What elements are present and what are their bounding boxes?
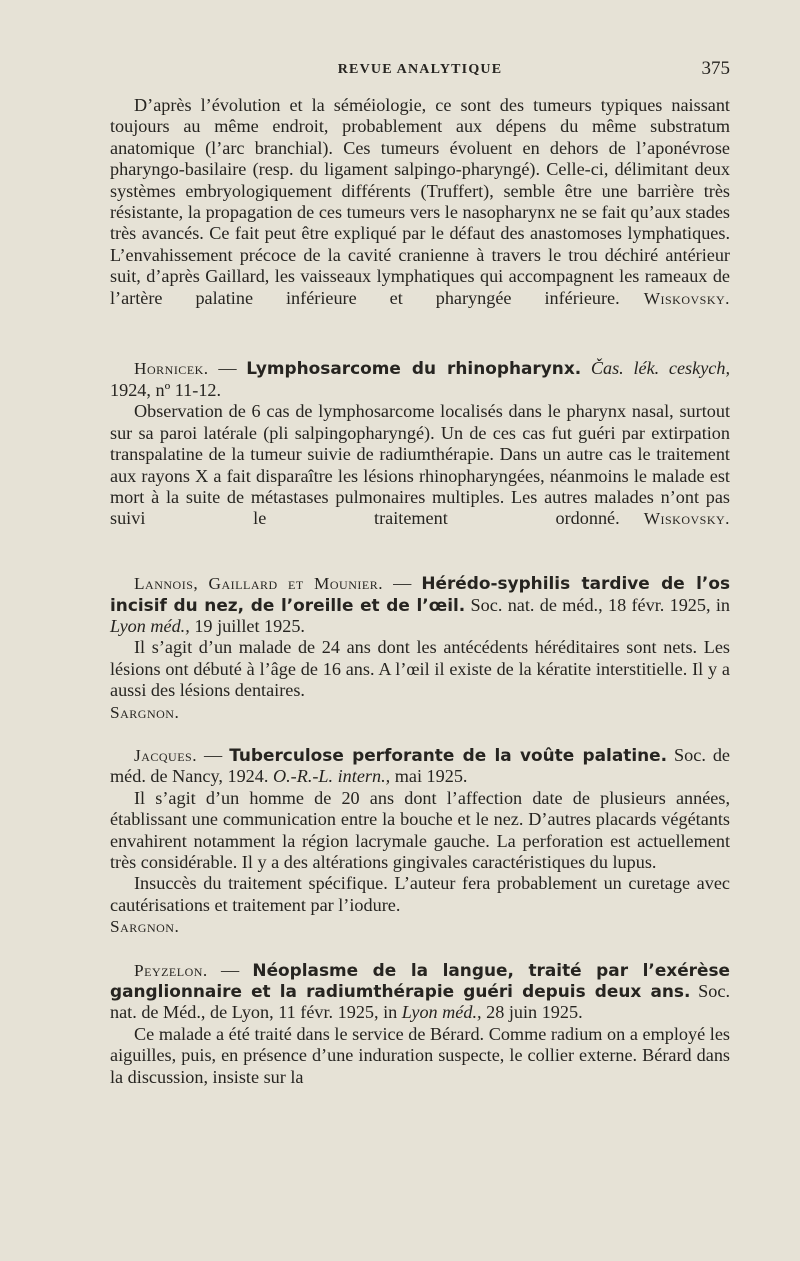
entry-abstract	[110, 401, 730, 551]
intro-paragraph	[110, 95, 730, 330]
entry-title: Tuberculose perforante de la voûte palatine.	[229, 744, 668, 765]
running-title: REVUE ANALYTIQUE	[337, 62, 503, 77]
entry-citation	[110, 960, 730, 1024]
entry-authors: Hornicek.	[134, 359, 209, 379]
entry-source-after: 28 juin 1925.	[481, 1002, 583, 1023]
entry-signature: Sargnon.	[110, 702, 180, 722]
intro-signature: Wiskovsky.	[643, 288, 730, 308]
page-header	[110, 58, 730, 88]
page-number: 375	[701, 58, 730, 79]
entry-citation	[110, 573, 730, 637]
entry-source-italic: O.-R.-L. intern.,	[272, 766, 391, 787]
entry-source-after: 19 juillet 1925.	[189, 615, 305, 636]
entry-source-italic: Lyon méd.,	[110, 615, 190, 636]
entry-citation	[110, 745, 730, 788]
entry-source: Soc. de méd. de Nancy, 1924.	[110, 744, 730, 787]
review-entry	[110, 573, 730, 723]
abstract-text: Observation de 6 cas de lymphosarcome localisés dans le pharynx nasal, surtout sur sa paroi latérale (pli salpingopharyngé). Un de ces cas fut guéri par extirpation transpalatine de la tumeur suivie de radiumthérapie. Dans un autre cas le traitement aux rayons X a fait disparaître les lésions rhinopharyngées, néanmoins le malade est mort à la suite de métastases pulmonaires multiples. Les autres malades n’ont pas suivi le traitement ordonné.	[110, 401, 730, 529]
entry-dash: —	[208, 358, 247, 379]
entry-authors: Peyzelon.	[134, 960, 208, 980]
entry-signature: Sargnon.	[110, 917, 180, 937]
entry-title: Néoplasme de la langue, traité par l’exérèse ganglionnaire et la radiumthérapie guéri depuis deux ans.	[110, 959, 730, 1002]
entry-signature: Wiskovsky.	[643, 509, 730, 529]
entry-dash: —	[197, 744, 230, 765]
entry-source-italic: Čas. lék. ceskych,	[581, 358, 730, 379]
entry-abstract-continued: Insuccès du traitement spécifique. L’auteur fera probablement un curetage avec cautérisations et traitement par l’iodure.	[110, 873, 730, 915]
entry-abstract: Ce malade a été traité dans le service de Bérard. Comme radium on a employé les aiguilles, puis, en présence d’une induration suspecte, le collier externe. Bérard dans la discussion, insiste sur la	[110, 1023, 730, 1087]
entry-source: 1924, nº 11-12.	[110, 379, 222, 400]
entry-source-after: mai 1925.	[390, 766, 468, 787]
entry-abstract: Il s’agit d’un malade de 24 ans dont les antécédents héréditaires sont nets. Les lésions ont débuté à l’âge de 16 ans. A l’œil il existe de la kératite interstitielle. Il y a aussi des lésions dentaires.	[110, 637, 730, 701]
intro-text: D’après l’évolution et la séméiologie, ce sont des tumeurs typiques naissant toujours au même endroit, probablement aux dépens du même substratum anatomique (l’arc branchial). Ces tumeurs évoluent en dehors de l’aponévrose pharyngo-basilaire (resp. du ligament salpingo-pharyngé). Celle-ci, délimitant deux systèmes embryologiquement différents (Truffert), semble être une barrière très résistante, la propagation de ces tumeurs vers le nasopharynx ne se fait qu’aux stades très avancés. Ce fait peut être expliqué par le défaut des anastomoses lymphatiques. L’envahissement précoce de la cavité cranienne à travers le trou déchiré antérieur suit, d’après Gaillard, les vaisseaux lymphatiques qui accompagnent les rameaux de l’artère palatine inférieure et pharyngée inférieure.	[110, 95, 730, 308]
review-entry	[110, 960, 730, 1088]
entry-source: Soc. nat. de méd., 18 févr. 1925, in	[465, 594, 730, 615]
entry-source: Soc. nat. de Méd., de Lyon, 11 févr. 1925, in	[110, 981, 731, 1023]
entry-citation	[110, 358, 730, 401]
review-entry	[110, 745, 730, 938]
review-entry	[110, 358, 730, 551]
page-content	[110, 95, 730, 1088]
entry-title: Hérédo-syphilis tardive de l’os incisif du nez, de l’oreille et de l’œil.	[110, 573, 731, 615]
entry-abstract: Il s’agit d’un homme de 20 ans dont l’affection date de plusieurs années, établissant une communication entre la bouche et le nez. D’autres placards végétants envahirent notamment la région lacrymale gauche. La perforation est actuellement très considérable. Il y a des altérations gingivales caractéristiques du lupus.	[110, 787, 730, 872]
entry-authors: Lannois, Gaillard et Mounier.	[134, 574, 384, 594]
entry-source-italic: Lyon méd.,	[401, 1002, 482, 1023]
entry-dash: —	[207, 959, 253, 980]
entry-title: Lymphosarcome du rhinopharynx.	[246, 358, 582, 379]
entry-dash: —	[383, 573, 422, 594]
entry-authors: Jacques.	[134, 745, 198, 765]
